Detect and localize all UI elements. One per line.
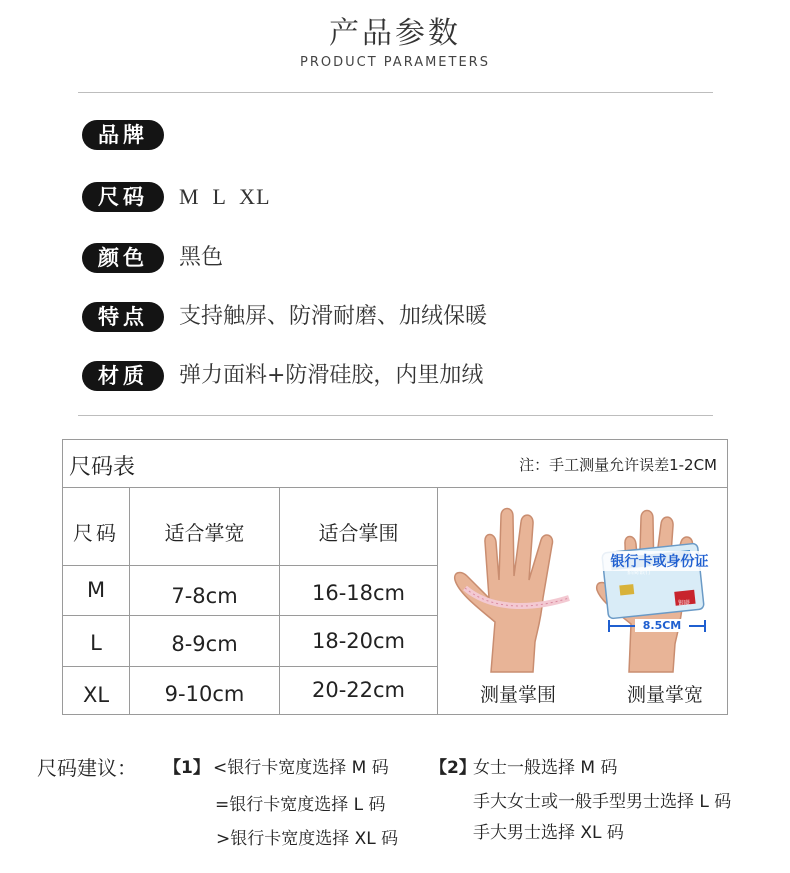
page-title: 产品参数 <box>329 16 461 51</box>
top-divider <box>78 92 713 93</box>
table-cell-girth: 16-18cm <box>311 581 406 605</box>
hand-measure-width-illustration <box>583 502 723 676</box>
param-value: 支持触屏、防滑耐磨、加绒保暖 <box>179 304 488 329</box>
advice-group2-line: 手大男士选择 XL 码 <box>473 823 624 843</box>
table-cell-width: 8-9cm <box>171 632 238 656</box>
middle-divider <box>78 415 713 416</box>
table-cell-size: XL <box>82 683 110 707</box>
column-header-palm-width: 适合掌宽 <box>164 521 245 545</box>
param-value: 黑色 <box>179 245 224 270</box>
size-advice <box>37 752 777 862</box>
advice-group1-line: >银行卡宽度选择 XL 码 <box>216 829 399 849</box>
advice-group2-tag: 【2】 <box>430 758 476 778</box>
card-label: 银行卡或身份证 <box>597 551 722 571</box>
table-cell-width: 9-10cm <box>164 682 245 706</box>
param-label: 尺码 <box>82 182 164 212</box>
card-bank-name: 招商银行 <box>626 569 651 576</box>
advice-group2-line: 手大女士或一般手型男士选择 L 码 <box>473 792 732 812</box>
card-network-logo: 银联 <box>677 600 690 607</box>
table-cell-girth: 18-20cm <box>311 629 406 653</box>
hand-left-caption: 测量掌围 <box>479 684 556 706</box>
param-label: 品牌 <box>82 120 164 150</box>
advice-group1-line: =银行卡宽度选择 L 码 <box>215 795 386 815</box>
size-table-title: 尺码表 <box>69 455 136 480</box>
size-table <box>62 439 728 715</box>
size-table-note: 注：手工测量允许误差1-2CM <box>519 456 717 474</box>
advice-label: 尺码建议： <box>37 756 137 780</box>
advice-group1-line: <银行卡宽度选择 M 码 <box>213 758 389 778</box>
hand-right-caption: 测量掌宽 <box>626 684 703 706</box>
hand-measure-girth-illustration <box>451 502 581 676</box>
column-header-palm-girth: 适合掌围 <box>318 521 399 545</box>
table-cell-size: L <box>90 631 102 655</box>
param-label: 材质 <box>82 361 164 391</box>
card-width-label: 8.5CM <box>635 619 689 632</box>
advice-group1-tag: 【1】 <box>164 758 210 778</box>
param-value: M L XL <box>179 184 271 209</box>
table-cell-girth: 20-22cm <box>311 678 406 702</box>
param-label: 颜色 <box>82 243 164 273</box>
param-value: 弹力面料+防滑硅胶，内里加绒 <box>179 363 484 388</box>
param-label: 特点 <box>82 302 164 332</box>
column-header-size: 尺码 <box>73 521 119 545</box>
advice-group2-line: 女士一般选择 M 码 <box>473 758 618 778</box>
table-cell-size: M <box>86 578 106 602</box>
table-cell-width: 7-8cm <box>171 584 238 608</box>
page-subtitle: PRODUCT PARAMETERS <box>300 55 490 70</box>
